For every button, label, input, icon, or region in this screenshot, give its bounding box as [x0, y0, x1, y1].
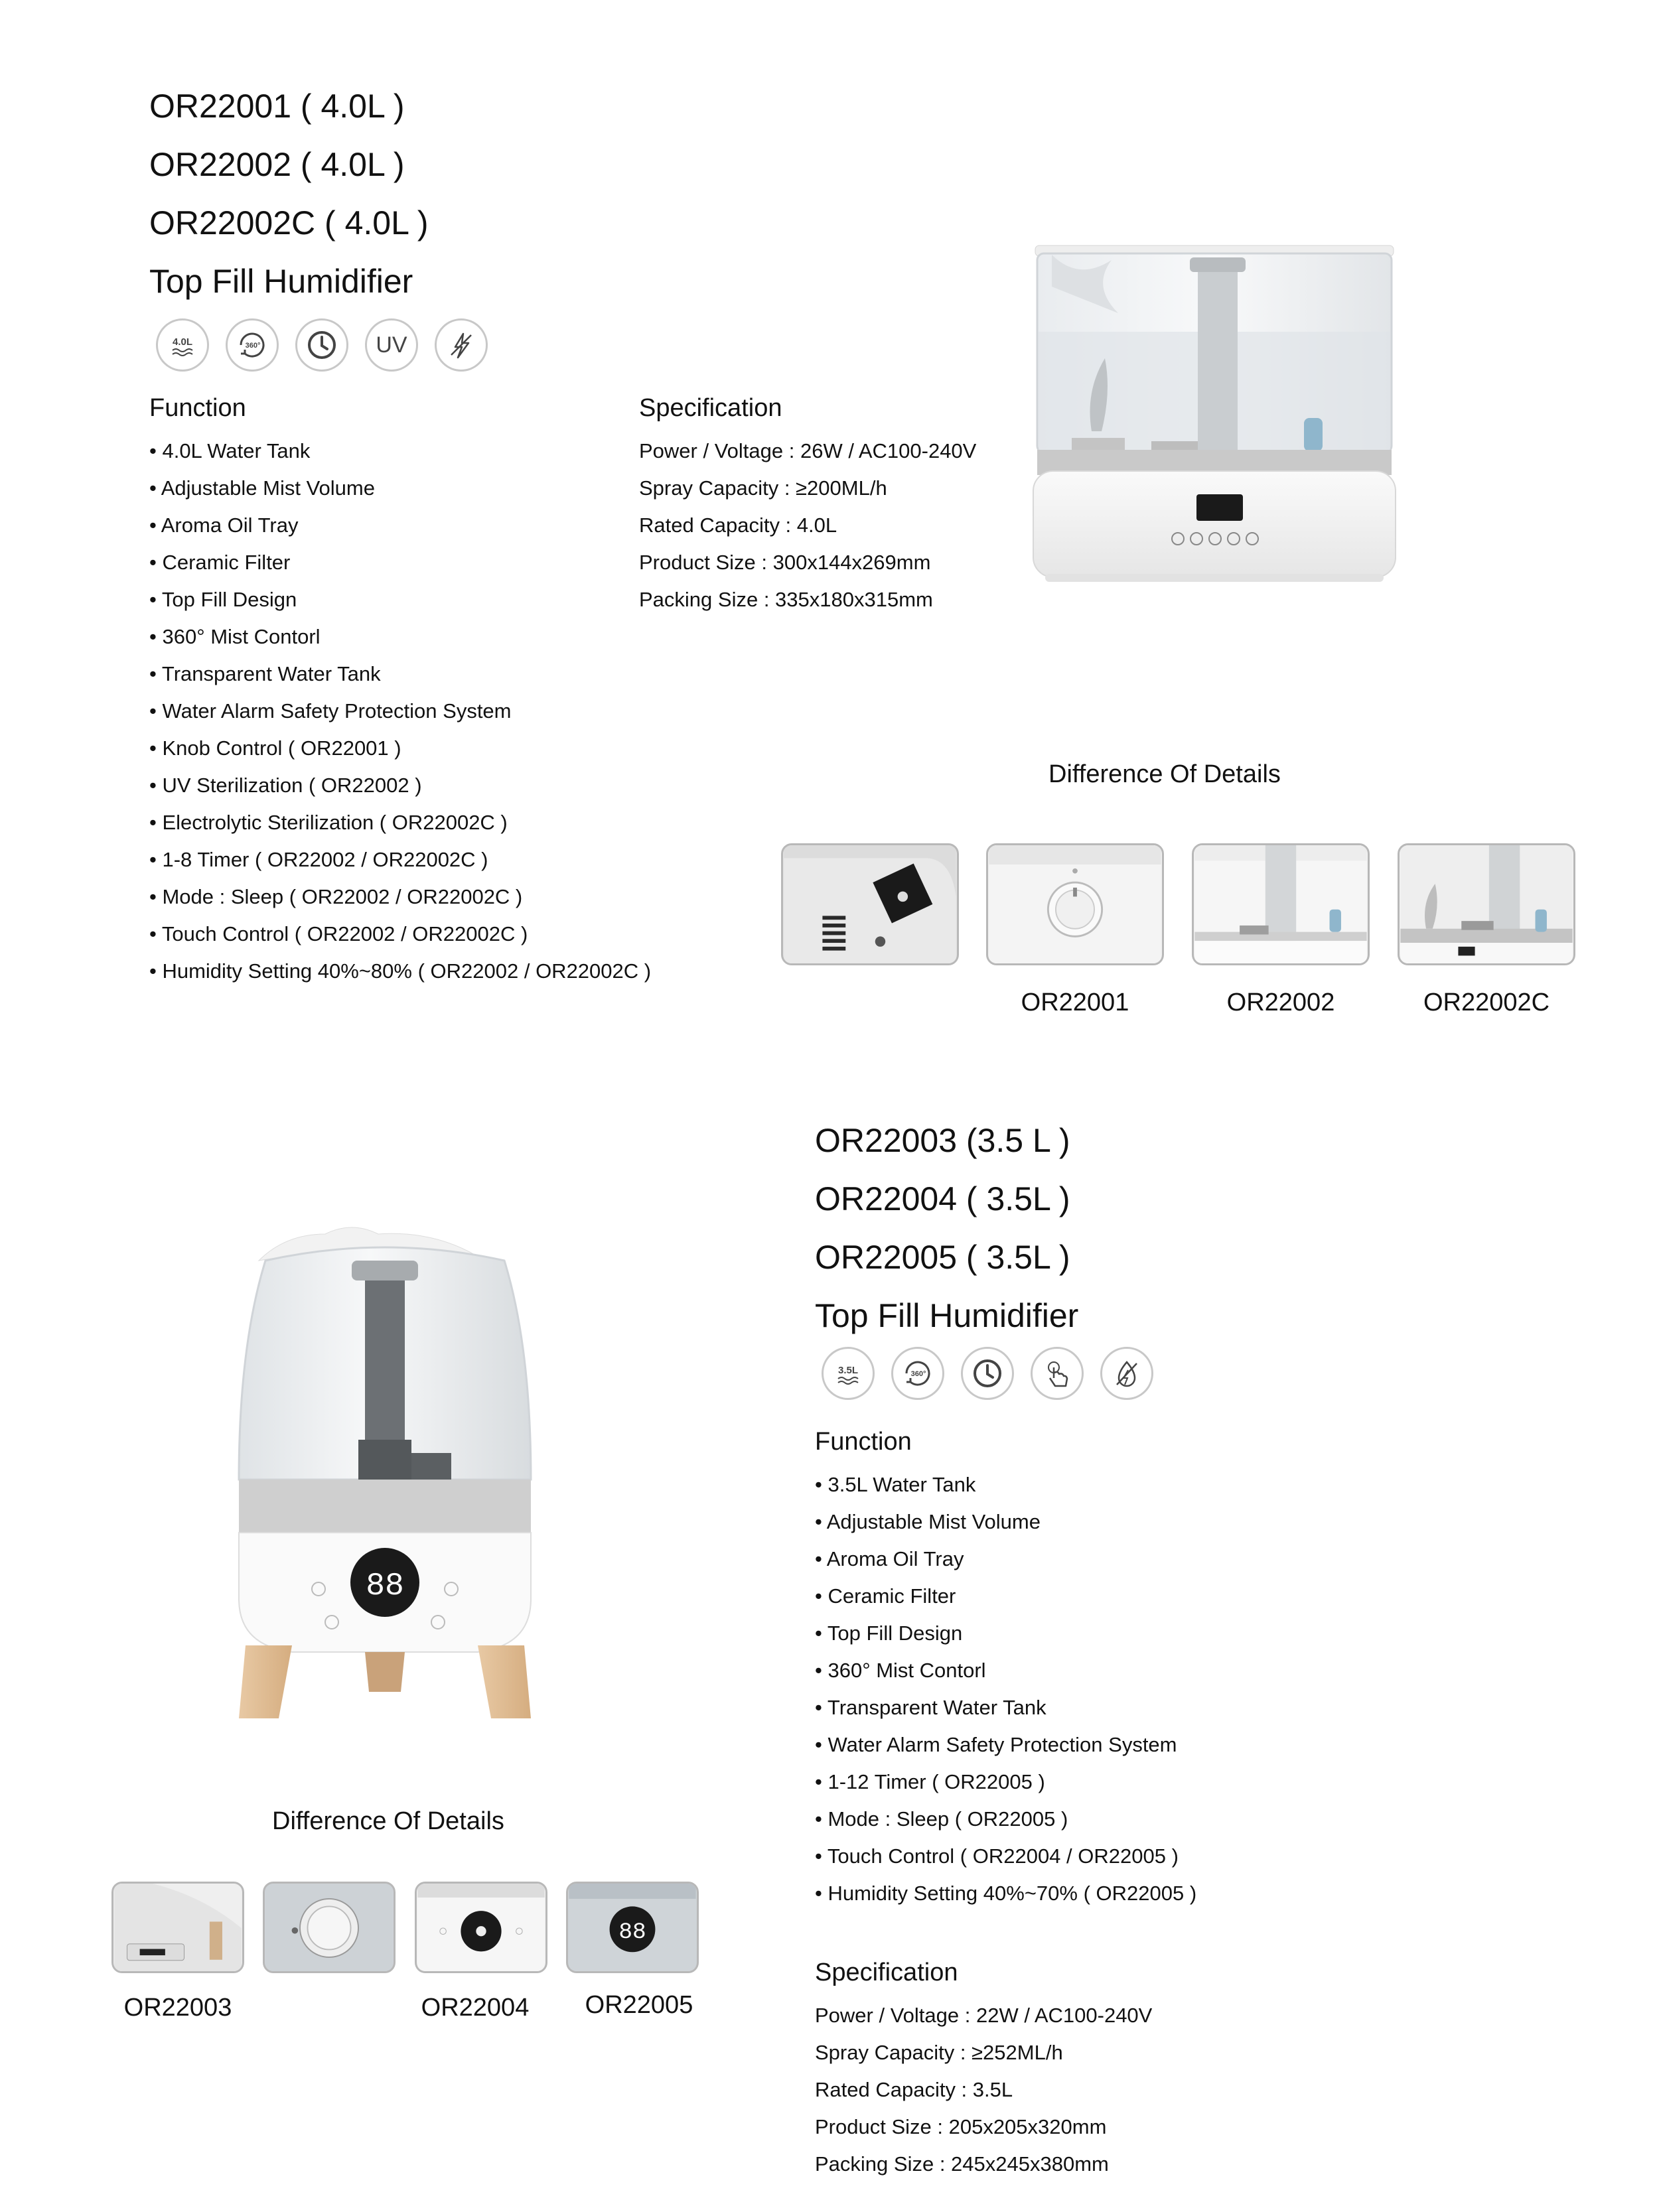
product2-function-list	[815, 1466, 1196, 1912]
product1-spec-list	[639, 433, 976, 618]
rotation-360-icon	[891, 1347, 944, 1400]
product2-function-heading: Function	[815, 1428, 912, 1456]
detail-caption: OR22003	[123, 1994, 232, 2022]
list-item: • Aroma Oil Tray	[815, 1547, 964, 1570]
detail-caption: OR22004	[421, 1994, 530, 2022]
list-item: Product Size : 300x144x269mm	[639, 551, 931, 574]
rotation-360-icon	[226, 318, 279, 372]
list-item: Product Size : 205x205x320mm	[815, 2115, 1107, 2138]
product1-function-list	[149, 433, 651, 990]
list-item: • Adjustable Mist Volume	[149, 476, 375, 500]
product2-detail-image-base	[111, 1882, 244, 1973]
list-item: • Touch Control ( OR22004 / OR22005 )	[815, 1844, 1179, 1868]
list-item: • 3.5L Water Tank	[815, 1473, 976, 1496]
product1-models	[149, 90, 429, 298]
list-item: • Transparent Water Tank	[815, 1696, 1046, 1719]
list-item: • Electrolytic Sterilization ( OR22002C )	[149, 811, 508, 834]
capacity-4l-icon	[156, 318, 209, 372]
product1-feature-icons	[156, 318, 488, 372]
list-item: • Ceramic Filter	[815, 1584, 956, 1608]
product2-feature-icons	[822, 1347, 1153, 1400]
list-item: • Water Alarm Safety Protection System	[815, 1733, 1177, 1756]
svg-text:3.5L: 3.5L	[837, 1365, 859, 1376]
model-title: OR22002C ( 4.0L )	[149, 204, 429, 242]
list-item: • 360° Mist Contorl	[149, 625, 321, 648]
model-title: OR22005 ( 3.5L )	[815, 1239, 1070, 1276]
list-item: • Humidity Setting 40%~70% ( OR22005 )	[815, 1882, 1197, 1905]
list-item: Rated Capacity : 4.0L	[639, 514, 837, 537]
model-title: OR22001 ( 4.0L )	[149, 88, 405, 125]
list-item: • Mode : Sleep ( OR22005 )	[815, 1807, 1068, 1831]
electrolytic-icon	[435, 318, 488, 372]
svg-text:88: 88	[366, 1568, 404, 1604]
detail-caption: OR22002	[1226, 989, 1335, 1016]
list-item: Spray Capacity : ≥200ML/h	[639, 476, 887, 500]
product1-difference-heading: Difference Of Details	[1048, 760, 1281, 788]
svg-text:88: 88	[618, 1919, 646, 1946]
model-title: OR22002 ( 4.0L )	[149, 146, 405, 183]
product2-detail-image-knob	[263, 1882, 396, 1973]
capacity-3-5l-icon	[822, 1347, 875, 1400]
detail-caption: OR22005	[585, 1991, 693, 2019]
list-item: • Ceramic Filter	[149, 551, 291, 574]
list-item: Power / Voltage : 26W / AC100-240V	[639, 439, 977, 462]
list-item: • Knob Control ( OR22001 )	[149, 736, 401, 760]
list-item: Packing Size : 245x245x380mm	[815, 2152, 1109, 2176]
product2-difference-heading: Difference Of Details	[272, 1807, 504, 1835]
list-item: • Top Fill Design	[815, 1622, 963, 1645]
list-item: Spray Capacity : ≥252ML/h	[815, 2041, 1063, 2064]
model-title: OR22004 ( 3.5L )	[815, 1180, 1070, 1217]
timer-icon	[961, 1347, 1014, 1400]
detail-caption: OR22001	[1021, 989, 1129, 1016]
product-type-title: Top Fill Humidifier	[149, 263, 413, 300]
list-item: • Top Fill Design	[149, 588, 297, 611]
product1-detail-image-knob	[986, 843, 1164, 965]
list-item: • UV Sterilization ( OR22002 )	[149, 774, 422, 797]
list-item: Packing Size : 335x180x315mm	[639, 588, 933, 611]
list-item: • Humidity Setting 40%~80% ( OR22002 / OR22002C )	[149, 959, 652, 983]
list-item: • Transparent Water Tank	[149, 662, 381, 685]
product1-detail-image-electrolytic	[1398, 843, 1575, 965]
product2-models	[815, 1124, 1078, 1332]
list-item: • 360° Mist Contorl	[815, 1659, 986, 1682]
product1-detail-image-uv	[1192, 843, 1370, 965]
list-item: • Water Alarm Safety Protection System	[149, 699, 512, 723]
list-item: Rated Capacity : 3.5L	[815, 2078, 1013, 2101]
model-title: OR22003 (3.5 L )	[815, 1122, 1070, 1159]
list-item: • Mode : Sleep ( OR22002 / OR22002C )	[149, 885, 523, 908]
list-item: • 4.0L Water Tank	[149, 439, 311, 462]
product1-image	[1019, 239, 1410, 597]
product2-spec-list	[815, 1997, 1152, 2183]
no-water-alarm-icon	[1100, 1347, 1153, 1400]
detail-caption: OR22002C	[1423, 989, 1550, 1016]
uv-icon: UV	[365, 318, 418, 372]
product1-spec-heading: Specification	[639, 394, 782, 422]
list-item: • Aroma Oil Tray	[149, 514, 299, 537]
timer-icon	[295, 318, 348, 372]
list-item: Power / Voltage : 22W / AC100-240V	[815, 2004, 1153, 2027]
product2-spec-heading: Specification	[815, 1959, 958, 1986]
touch-icon	[1031, 1347, 1084, 1400]
product1-detail-image-bottom	[781, 843, 959, 965]
list-item: • Touch Control ( OR22002 / OR22002C )	[149, 922, 528, 945]
product2-detail-image-display	[566, 1882, 699, 1973]
svg-text:360°: 360°	[910, 1370, 926, 1378]
svg-text:4.0L: 4.0L	[172, 336, 193, 348]
list-item: • 1-8 Timer ( OR22002 / OR22002C )	[149, 848, 488, 871]
product2-detail-image-touch	[415, 1882, 547, 1973]
svg-text:360°: 360°	[245, 342, 261, 350]
list-item: • Adjustable Mist Volume	[815, 1510, 1041, 1533]
product-type-title: Top Fill Humidifier	[815, 1297, 1079, 1334]
product2-image	[226, 1221, 544, 1732]
product1-function-heading: Function	[149, 394, 246, 422]
list-item: • 1-12 Timer ( OR22005 )	[815, 1770, 1045, 1793]
